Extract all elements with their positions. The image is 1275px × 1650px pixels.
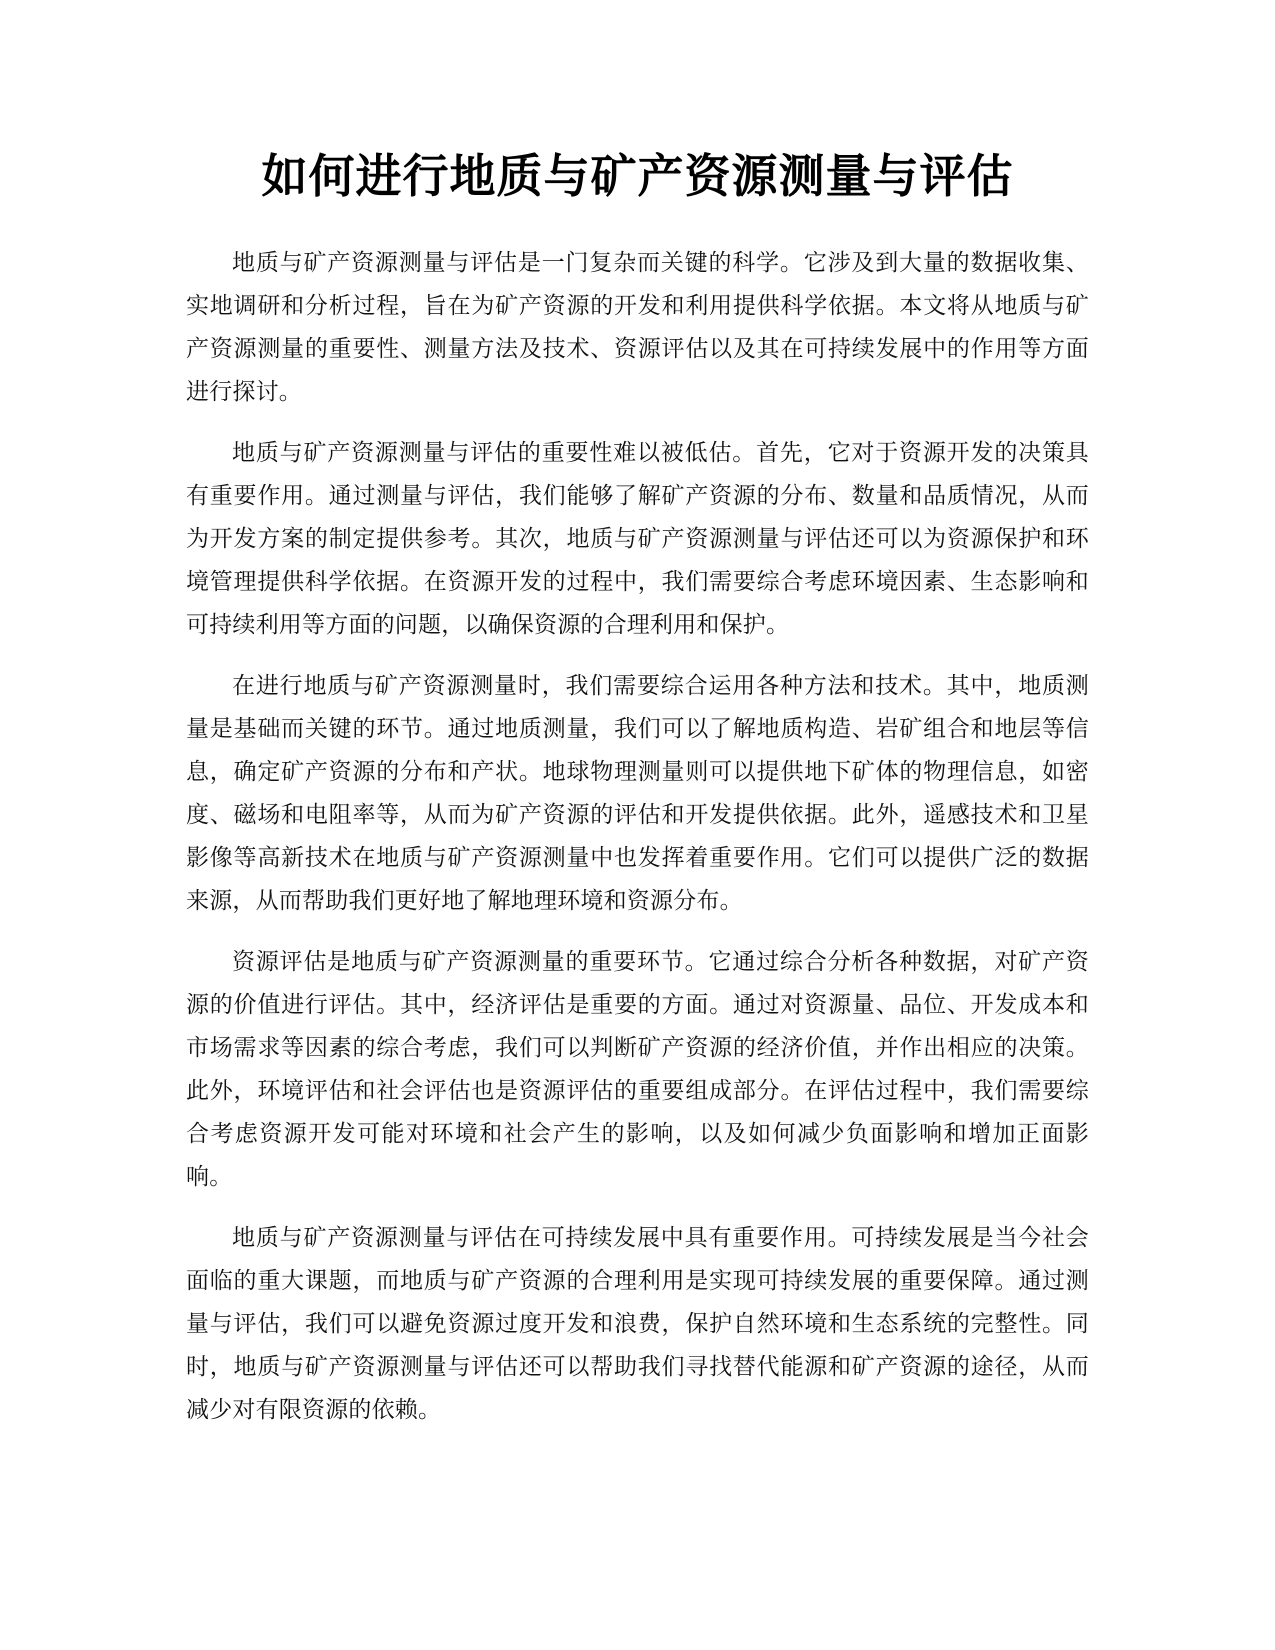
paragraph-3: 在进行地质与矿产资源测量时，我们需要综合运用各种方法和技术。其中，地质测量是基础而关键的环节。通过地质测量，我们可以了解地质构造、岩矿组合和地层等信息，确定矿产资源的分布和产状。地球物理测量则可以提供地下矿体的物理信息，如密度、磁场和电阻率等，从而为矿产资源的评估和开发提供依据。此外，遥感技术和卫星影像等高新技术在地质与矿产资源测量中也发挥着重要作用。它们可以提供广泛的数据来源，从而帮助我们更好地了解地理环境和资源分布。 <box>186 673 1089 914</box>
paragraph-2: 地质与矿产资源测量与评估的重要性难以被低估。首先，它对于资源开发的决策具有重要作用。通过测量与评估，我们能够了解矿产资源的分布、数量和品质情况，从而为开发方案的制定提供参考。其次，地质与矿产资源测量与评估还可以为资源保护和环境管理提供科学依据。在资源开发的过程中，我们需要综合考虑环境因素、生态影响和可持续利用等方面的问题，以确保资源的合理利用和保护。 <box>186 440 1089 638</box>
paragraph-5: 地质与矿产资源测量与评估在可持续发展中具有重要作用。可持续发展是当今社会面临的重大课题，而地质与矿产资源的合理利用是实现可持续发展的重要保障。通过测量与评估，我们可以避免资源过度开发和浪费，保护自然环境和生态系统的完整性。同时，地质与矿产资源测量与评估还可以帮助我们寻找替代能源和矿产资源的途径，从而减少对有限资源的依赖。 <box>186 1225 1089 1423</box>
paragraph-1: 地质与矿产资源测量与评估是一门复杂而关键的科学。它涉及到大量的数据收集、实地调研和分析过程，旨在为矿产资源的开发和利用提供科学依据。本文将从地质与矿产资源测量的重要性、测量方法及技术、资源评估以及其在可持续发展中的作用等方面进行探讨。 <box>186 250 1089 405</box>
document-body <box>186 242 1089 1450</box>
document-title: 如何进行地质与矿产资源测量与评估 <box>261 149 1014 203</box>
paragraph-4: 资源评估是地质与矿产资源测量的重要环节。它通过综合分析各种数据，对矿产资源的价值进行评估。其中，经济评估是重要的方面。通过对资源量、品位、开发成本和市场需求等因素的综合考虑，我们可以判断矿产资源的经济价值，并作出相应的决策。此外，环境评估和社会评估也是资源评估的重要组成部分。在评估过程中，我们需要综合考虑资源开发可能对环境和社会产生的影响，以及如何减少负面影响和增加正面影响。 <box>186 949 1089 1190</box>
